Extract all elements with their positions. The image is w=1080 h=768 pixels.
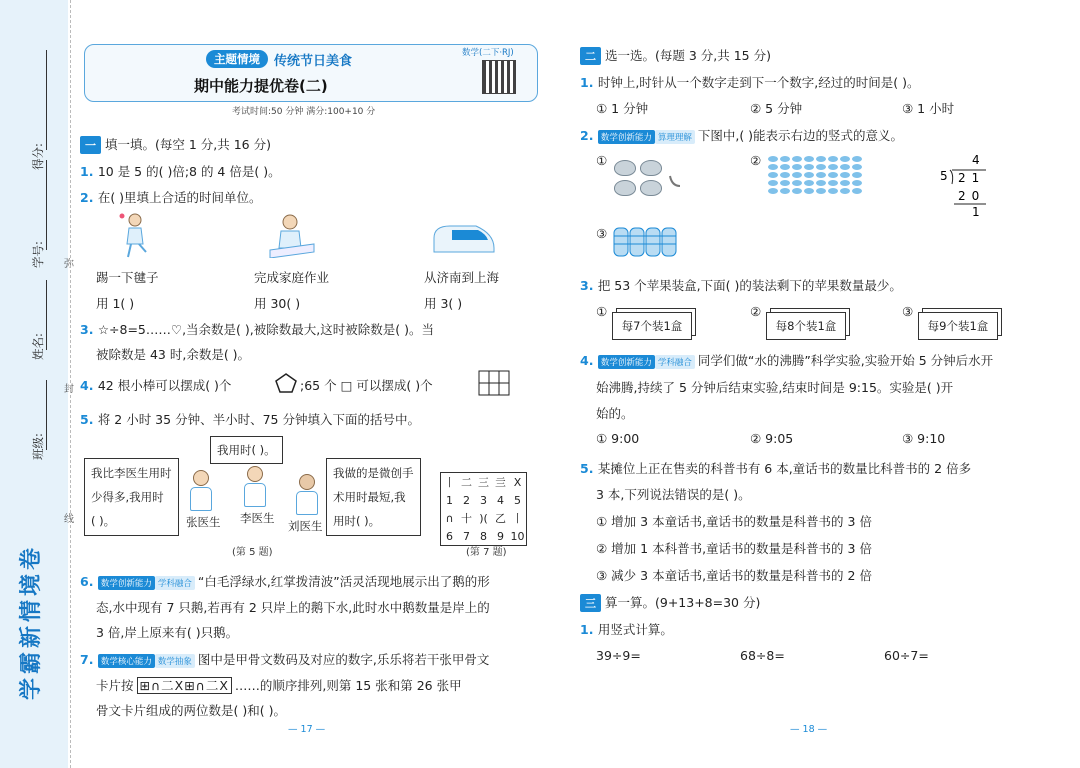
r-q5-option-1[interactable]: ① 增加 3 本童话书,童话书的数量是科普书的 3 倍 [596,514,872,529]
small-item-icon [816,156,826,162]
long-division [938,152,988,221]
small-item-icon [828,164,838,170]
kicking-shuttlecock-icon [118,212,152,261]
oracle-glyph: 乙 [495,512,506,525]
small-item-icon [804,156,814,162]
oracle-number: 9 [497,529,504,543]
r-q1-option-3[interactable]: ③ 1 小时 [902,101,955,116]
bubble-zhang-line-3[interactable]: ( )。 [91,514,116,528]
name-line [46,280,47,350]
section-1-heading [80,135,271,154]
small-item-icon [768,180,778,186]
bubble-liu-line-2: 术用时最短,我 [333,490,406,504]
bubble-liu-line-3[interactable]: 用时( )。 [333,514,381,528]
question-2: 2. 在( )里填上合适的时间单位。 [80,190,262,205]
q2-item-2-blank[interactable]: 用 30( ) [254,296,301,311]
r-q4-ability-badge: 数学创新能力 [598,355,655,369]
small-item-icon [852,188,862,194]
section-3-heading [580,593,760,612]
seal-mark-mi: 弥 [64,259,74,270]
q6-line-1: “白毛浮绿水,红掌拨清波”活灵活现地展示出了鹅的形 [197,574,490,589]
question-4-part-a: 42 根小棒可以摆成( )个 [97,378,232,393]
q7-line-2 [96,676,462,694]
question-2-text: 在( )里填上合适的时间单位。 [97,190,262,205]
small-item-icon [840,180,850,186]
question-3-line-2: 被除数是 43 时,余数是( )。 [96,347,251,362]
student-id-line [46,160,47,250]
r-q2-mark-2[interactable]: ② [750,153,762,168]
r-q3-text: 把 53 个苹果装盒,下面( )的装法剩下的苹果数量最少。 [597,278,902,293]
small-item-icon [780,164,790,170]
grid-shape-icon [478,370,510,399]
r-q2-mark-1[interactable]: ① [596,153,608,168]
question-7: 7. 数学核心能力 数学抽象 图中是甲骨文数码及对应的数字,乐乐将若干张甲骨文 [80,652,490,667]
question-4-part-b: ;65 个 □ 可以摆成( )个 [300,378,433,393]
q6-subject-badge: 学科融合 [155,576,195,590]
oracle-glyph: 丨 [512,512,523,525]
small-item-icon [852,156,862,162]
student-id-label: 学号: [31,241,45,268]
division-quotient: 4 [972,153,980,167]
name-label: 姓名: [31,333,45,360]
calc-intro: 用竖式计算。 [597,622,673,637]
doctor-liu-name: 刘医生 [288,519,323,533]
r-q3-option-3[interactable]: 每9个装1盒 [918,312,998,340]
r-q4-option-2[interactable]: ② 9:05 [750,431,794,446]
q7-line-2a: 卡片按 [96,678,134,693]
r-q4-line-2: 始沸腾,持续了 5 分钟后结束实验,结束时间是 9:15。实验是( )开 [596,380,954,395]
small-item-icon [840,156,850,162]
division-product: 20 [958,189,986,203]
r-q1-text: 时钟上,时针从一个数字走到下一个数字,经过的时间是( )。 [597,75,920,90]
oracle-number: 7 [463,529,470,543]
banana-icon [668,174,682,191]
small-item-icon [792,156,802,162]
small-item-icon [780,180,790,186]
small-item-icon [816,188,826,194]
small-item-icon [840,164,850,170]
r-q4-line-3: 始的。 [596,406,634,421]
question-1-text: 10 是 5 的( )倍;8 的 4 倍是( )。 [97,164,281,179]
oracle-glyph: 亖 [495,476,506,489]
r-question-calc: 1. 用竖式计算。 [580,622,673,637]
q7-line-2b: ……的顺序排列,则第 15 张和第 26 张甲 [234,678,462,693]
small-item-icon [792,164,802,170]
grade-tag: 数学(二下·RJ) [462,48,514,58]
question-6: 6. 数学创新能力 学科融合 “白毛浮绿水,红掌拨清波”活灵活现地展示出了鹅的形 [80,574,490,589]
small-item-icon [792,172,802,178]
seal-mark-feng: 封 [64,384,74,395]
brand-logo: 学霸新情境卷 [19,543,44,700]
r-question-1: 1. 时钟上,时针从一个数字走到下一个数字,经过的时间是( )。 [580,75,920,90]
oracle-card-sequence: ⊞∩二X⊞∩二X [137,677,232,694]
score-label: 得分: [31,143,45,170]
oracle-number: 6 [446,529,453,543]
oracle-number: 10 [510,529,525,543]
class-line [46,380,47,450]
plate-icon [614,160,636,176]
r-q1-option-2[interactable]: ② 5 分钟 [750,101,803,116]
oracle-number: 8 [480,529,487,543]
calc-item-1[interactable]: 39÷9= [596,648,641,663]
small-item-icon [816,172,826,178]
plate-icon [614,180,636,196]
oracle-number: 1 [446,493,453,507]
r-q3-mark-1[interactable]: ① [596,304,608,319]
small-item-icon [780,188,790,194]
page-number-right: — 18 — [790,724,828,735]
section-1-tag: 一 [80,136,101,154]
small-item-icon [828,156,838,162]
page-number-left: — 17 — [288,724,326,735]
division-divisor: 5 [940,169,948,183]
bubble-liu-line-1: 我做的是微创手 [333,466,414,480]
oracle-glyph: )( [479,511,488,525]
question-4: 4. 42 根小棒可以摆成( )个 [80,378,232,393]
r-q4-option-1[interactable]: ① 9:00 [596,431,640,446]
doctor-zhang-name: 张医生 [186,515,221,529]
figure-7-caption: (第 7 题) [466,547,507,558]
q6-ability-badge: 数学创新能力 [98,576,155,590]
q2-item-3-blank[interactable]: 用 3( ) [424,296,463,311]
division-remainder: 1 [972,205,980,218]
oracle-glyph: X [513,475,522,489]
stacked-cakes-image [612,224,682,263]
oracle-number: 2 [463,493,470,507]
r-q1-option-1[interactable]: ① 1 分钟 [596,101,649,116]
r-question-4: 4. 数学创新能力 学科融合 同学们做“水的沸腾”科学实验,实验开始 5 分钟后水开 [580,353,994,368]
small-item-icon [768,164,778,170]
oracle-number: 4 [497,493,504,507]
r-q2-text: 下图中,( )能表示右边的竖式的意义。 [697,128,904,143]
small-item-icon [804,164,814,170]
section-3-tag: 三 [580,594,601,612]
small-item-icon [840,172,850,178]
item-cluster-image [768,156,862,194]
q7-line-3[interactable]: 骨文卡片组成的两位数是( )和( )。 [96,703,286,718]
small-item-icon [840,188,850,194]
speech-bubble-li: 我用时( )。 [210,436,283,464]
class-label: 班级: [31,433,45,460]
theme-badge: 主题情境 [206,50,268,68]
r-q3-option-1[interactable]: 每7个装1盒 [612,312,692,340]
question-3-line-1: ☆÷8=5……♡,当余数是( ),被除数最大,这时被除数是( )。当 [97,322,434,337]
homework-icon [268,212,316,261]
small-item-icon [804,172,814,178]
q2-item-1-blank[interactable]: 用 1( ) [96,296,135,311]
plate-icon [640,180,662,196]
small-item-icon [768,172,778,178]
q7-line-1: 图中是甲骨文数码及对应的数字,乐乐将若干张甲骨文 [197,652,490,667]
q6-line-3[interactable]: 3 倍,岸上原来有( )只鹅。 [96,625,239,640]
doctor-li-avatar [244,466,266,506]
question-3: 3. ☆÷8=5……♡,当余数是( ),被除数最大,这时被除数是( )。当 [80,322,434,337]
pentagon-icon [274,372,298,397]
exam-title: 期中能力提优卷(二) [194,77,328,95]
question-1: 1. 10 是 5 的( )倍;8 的 4 倍是( )。 [80,164,281,179]
bubble-zhang-line-1: 我比李医生用时 [91,466,172,480]
cut-line [70,0,71,768]
exam-meta: 考试时间:50 分钟 满分:100+10 分 [232,107,376,117]
r-q5-option-2[interactable]: ② 增加 1 本科普书,童话书的数量是科普书的 3 倍 [596,541,872,556]
small-item-icon [828,180,838,186]
small-item-icon [780,156,790,162]
small-item-icon [828,172,838,178]
speech-bubble-zhang [84,458,179,536]
small-item-icon [780,172,790,178]
oracle-glyph: ∩ [445,511,454,525]
r-q3-option-2[interactable]: 每8个装1盒 [766,312,846,340]
question-5: 5. 将 2 小时 35 分钟、半小时、75 分钟填入下面的括号中。 [80,412,420,427]
r-question-5: 5. 某摊位上正在售卖的科普书有 6 本,童话书的数量比科普书的 2 倍多 [580,461,972,476]
q7-ability-badge: 数学核心能力 [98,654,155,668]
q2-item-2-label: 完成家庭作业 [254,270,330,285]
speech-bubble-liu [326,458,421,536]
theme-title: 传统节日美食 [274,54,353,69]
r-q4-option-3[interactable]: ③ 9:10 [902,431,946,446]
small-item-icon [852,172,862,178]
section-2-title: 选一选。(每题 3 分,共 15 分) [605,48,771,63]
small-item-icon [852,180,862,186]
q7-subject-badge: 数学抽象 [155,654,195,668]
r-q5-option-3[interactable]: ③ 减少 3 本童话书,童话书的数量是科普书的 2 倍 [596,568,872,583]
section-1-title: 填一填。(每空 1 分,共 16 分) [105,137,271,152]
oracle-glyph: 三 [478,476,489,489]
seal-mark-xian: 线 [64,514,74,525]
division-dividend: 21 [958,171,986,185]
question-5-text: 将 2 小时 35 分钟、半小时、75 分钟填入下面的括号中。 [97,412,420,427]
r-q4-subject-badge: 学科融合 [655,355,695,369]
small-item-icon [768,188,778,194]
calc-item-3[interactable]: 60÷7= [884,648,929,663]
small-item-icon [768,156,778,162]
qr-code-icon [482,60,516,94]
q2-item-1-label: 踢一下毽子 [96,270,159,285]
small-item-icon [792,188,802,194]
section-3-title: 算一算。(9+13+8=30 分) [605,595,761,610]
small-item-icon [804,188,814,194]
small-item-icon [804,180,814,186]
r-q2-subject-badge: 算理理解 [655,130,695,144]
r-q5-line-2: 3 本,下列说法错误的是( )。 [596,487,751,502]
oracle-glyph: 十 [461,512,472,525]
small-item-icon [828,188,838,194]
section-2-tag: 二 [580,47,601,65]
r-q2-ability-badge: 数学创新能力 [598,130,655,144]
r-q2-mark-3[interactable]: ③ [596,226,608,241]
oracle-number: 5 [514,493,521,507]
score-line [46,50,47,150]
oracle-number: 3 [480,493,487,507]
doctor-liu-avatar [296,474,318,514]
doctor-li-name: 李医生 [240,511,275,525]
calc-item-2[interactable]: 68÷8= [740,648,785,663]
r-q4-line-1: 同学们做“水的沸腾”科学实验,实验开始 5 分钟后水开 [697,353,994,368]
r-q3-mark-2[interactable]: ② [750,304,762,319]
q6-line-2: 态,水中现有 7 只鹅,若再有 2 只岸上的鹅下水,此时水中鹅数量是岸上的 [96,600,490,615]
small-item-icon [792,180,802,186]
binding-sidebar [0,0,74,768]
small-item-icon [816,180,826,186]
oracle-bone-table [440,472,527,546]
r-q3-mark-3[interactable]: ③ [902,304,914,319]
oracle-glyph: 二 [461,476,472,489]
plate-icon [640,160,662,176]
section-2-heading [580,46,771,65]
small-item-icon [816,164,826,170]
small-item-icon [852,164,862,170]
r-question-3: 3. 把 53 个苹果装盒,下面( )的装法剩下的苹果数量最少。 [580,278,902,293]
r-question-2: 2. 数学创新能力 算理理解 下图中,( )能表示右边的竖式的意义。 [580,128,904,143]
figure-5-caption: (第 5 题) [232,547,273,558]
bubble-zhang-line-2: 少得多,我用时 [91,490,164,504]
doctor-zhang-avatar [190,470,212,510]
q2-item-3-label: 从济南到上海 [424,270,500,285]
r-q5-line-1: 某摊位上正在售卖的科普书有 6 本,童话书的数量比科普书的 2 倍多 [597,461,972,476]
high-speed-train-icon [432,222,496,261]
oracle-glyph: 丨 [444,476,455,489]
